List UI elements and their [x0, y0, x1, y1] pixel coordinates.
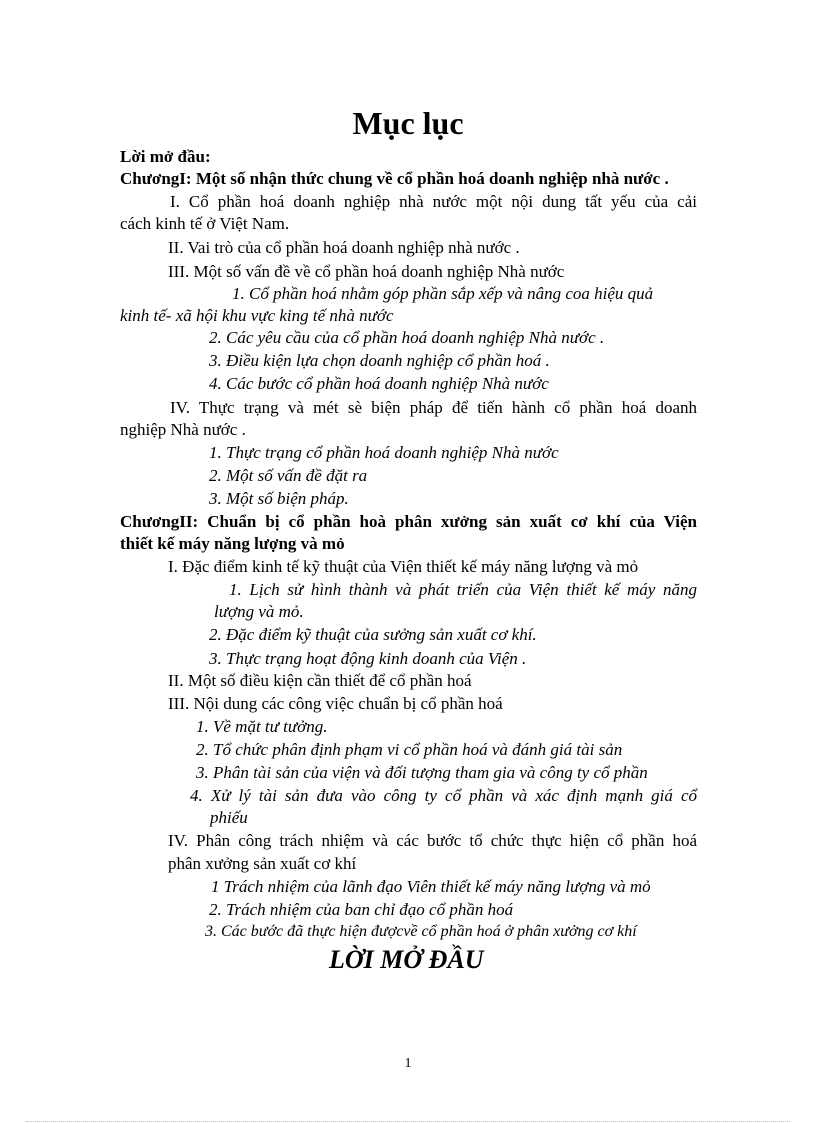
toc-ch2-1-1-line2: lượng và mỏ. [214, 602, 304, 621]
page-bottom-divider [26, 1121, 790, 1122]
page-title: Mục lục [352, 105, 464, 141]
toc-ch2-4-1: 1 Trách nhiệm của lãnh đạo Viên thiết kế máy năng lượng và mỏ [211, 877, 651, 896]
toc-ch2-4-3: 3. Các bước đã thực hiện đượcvề cổ phần hoá ở phân xưởng cơ khí [205, 923, 637, 940]
toc-ch1-4-1: 1. Thực trạng cổ phần hoá doanh nghiệp Nhà nước [209, 443, 559, 462]
toc-ch2-section-3: III. Nội dung các công việc chuẩn bị cổ phần hoá [168, 694, 503, 713]
toc-ch2-1-1-line1: 1. Lịch sử hình thành và phát triển của Viện thiết kế máy năng [229, 580, 697, 599]
toc-ch2-1-2: 2. Đặc điểm kỹ thuật của sưởng sản xuất cơ khí. [209, 625, 537, 644]
toc-ch1-section-3: III. Một số vấn đề về cổ phần hoá doanh nghiệp Nhà nước [168, 262, 565, 281]
toc-ch2-section-2: II. Một số điều kiện cần thiết để cổ phần hoá [168, 671, 472, 690]
toc-ch2-section-1: I. Đặc điểm kinh tế kỹ thuật của Viện thiết kế máy năng lượng và mỏ [168, 557, 639, 576]
toc-ch1-3-1-line2: kinh tế- xã hội khu vực king tế nhà nước [120, 306, 394, 325]
toc-intro: Lời mở đầu: [120, 147, 211, 166]
toc-ch1-section-4-line1: IV. Thực trạng và mét sè biện pháp để tiến hành cổ phần hoá doanh [170, 398, 697, 417]
intro-heading: LỜI MỞ ĐẦU [329, 945, 484, 974]
toc-ch2-section-4-line1: IV. Phân công trách nhiệm và các bước tổ chức thực hiện cổ phần hoá [168, 831, 697, 850]
toc-ch1-section-1-line2: cách kinh tế ở Việt Nam. [120, 214, 290, 233]
toc-ch2-3-1: 1. Về mặt tư tưởng. [196, 717, 328, 736]
toc-chapter-1-heading: ChươngI: Một số nhận thức chung về cổ phần hoá doanh nghiệp nhà nước . [120, 169, 669, 188]
toc-ch2-1-3: 3. Thực trạng hoạt động kinh doanh của Viện . [209, 649, 527, 668]
toc-ch1-section-2: II. Vai trò của cổ phần hoá doanh nghiệp nhà nước . [168, 238, 520, 257]
toc-chapter-2-heading-line2: thiết kế máy năng lượng và mỏ [120, 534, 345, 553]
toc-ch2-3-2: 2. Tổ chức phân định phạm vi cổ phần hoá và đánh giá tài sản [196, 740, 623, 759]
page-number: 1 [404, 1056, 412, 1071]
toc-ch1-3-2: 2. Các yêu cầu của cổ phần hoá doanh nghiệp Nhà nước . [209, 328, 605, 347]
toc-ch1-section-4-line2: nghiệp Nhà nước . [120, 420, 246, 439]
toc-ch1-3-1-line1: 1. Cổ phần hoá nhằm góp phần sắp xếp và nâng coa hiệu quả [232, 284, 654, 303]
toc-ch1-section-1-line1: I. Cổ phần hoá doanh nghiệp nhà nước một nội dung tất yếu của cải [170, 192, 697, 211]
toc-ch2-4-2: 2. Trách nhiệm của ban chỉ đạo cổ phần hoá [209, 900, 514, 919]
toc-ch1-4-2: 2. Một số vấn đề đặt ra [209, 466, 368, 485]
toc-ch2-3-4-line1: 4. Xử lý tài sản đưa vào công ty cổ phần và xác định mạnh giá cổ [190, 786, 697, 805]
toc-chapter-2-heading-line1: ChươngII: Chuẩn bị cổ phần hoà phân xưởng sản xuất cơ khí của Viện [120, 512, 697, 531]
toc-ch1-4-3: 3. Một số biện pháp. [209, 489, 349, 508]
toc-ch2-section-4-line2: phân xưởng sản xuất cơ khí [168, 854, 357, 873]
toc-ch2-3-3: 3. Phân tài sản của viện và đối tượng tham gia và công ty cổ phần [196, 763, 648, 782]
toc-ch1-3-4: 4. Các bước cổ phần hoá doanh nghiệp Nhà nước [209, 374, 549, 393]
toc-ch1-3-3: 3. Điều kiện lựa chọn doanh nghiệp cổ phần hoá . [209, 351, 550, 370]
toc-ch2-3-4-line2: phiếu [210, 808, 248, 827]
